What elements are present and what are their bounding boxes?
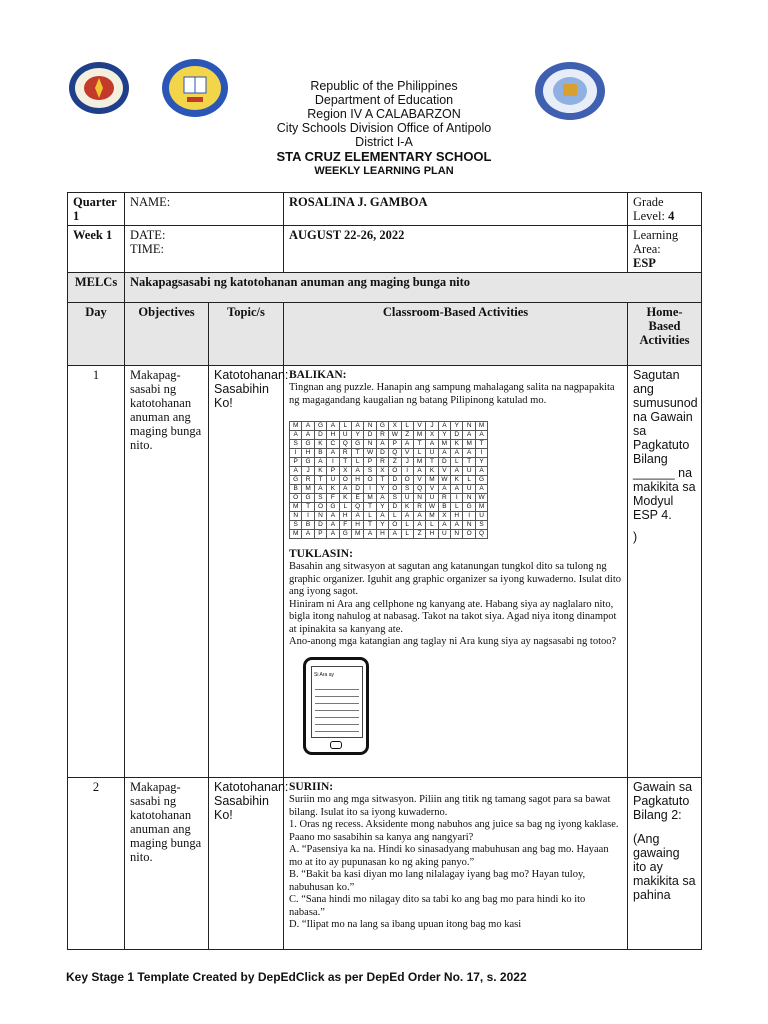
puzzle-cell: A	[314, 485, 326, 494]
puzzle-cell: T	[376, 476, 388, 485]
puzzle-cell: T	[364, 521, 376, 530]
puzzle-cell: R	[376, 431, 388, 440]
date-time-cell	[125, 226, 284, 273]
puzzle-cell: Q	[413, 485, 425, 494]
puzzle-cell: O	[364, 476, 376, 485]
puzzle-cell: A	[413, 521, 425, 530]
week-label: Week 1	[68, 226, 125, 273]
puzzle-cell: H	[351, 521, 363, 530]
puzzle-cell: K	[451, 476, 463, 485]
option-d: D. “Ilipat mo na lang sa ibang upuan itong bag mo kasi	[289, 919, 522, 930]
puzzle-cell: G	[290, 476, 302, 485]
puzzle-cell: D	[314, 521, 326, 530]
puzzle-cell: S	[364, 467, 376, 476]
puzzle-cell: I	[302, 512, 314, 521]
col-home-activities: Home-Based Activities	[628, 303, 702, 366]
puzzle-cell: Y	[376, 485, 388, 494]
suriin-heading: SURIIN:	[289, 781, 334, 793]
puzzle-cell: N	[463, 521, 475, 530]
puzzle-cell: R	[339, 449, 351, 458]
question-1: 1. Oras ng recess. Aksidente mong nabuhos ang juice sa bag ng iyong kaklase. Paano mo sasabihin sa kanya ang nangyari?	[289, 819, 619, 843]
puzzle-cell: A	[376, 440, 388, 449]
grade-value: 4	[668, 209, 675, 223]
puzzle-cell: S	[290, 521, 302, 530]
puzzle-cell: A	[302, 530, 314, 539]
puzzle-cell: O	[389, 485, 401, 494]
puzzle-cell: A	[351, 422, 363, 431]
puzzle-cell: A	[302, 422, 314, 431]
puzzle-cell: R	[413, 503, 425, 512]
puzzle-cell: A	[364, 530, 376, 539]
page-footer: Key Stage 1 Template Created by DepEdClick as per DepEd Order No. 17, s. 2022	[66, 970, 527, 984]
header-division: City Schools Division Office of Antipolo	[276, 121, 492, 135]
puzzle-cell: K	[314, 467, 326, 476]
puzzle-cell: Y	[376, 503, 388, 512]
header-region: Region IV A CALABARZON	[307, 107, 461, 121]
puzzle-cell: A	[290, 431, 302, 440]
home-activities-cell	[628, 366, 702, 778]
document-title: WEEKLY LEARNING PLAN	[314, 165, 454, 177]
puzzle-cell: Q	[339, 440, 351, 449]
topic-text: Katotohanan: Sasabihin Ko!	[209, 778, 284, 950]
home-activities-cell	[628, 778, 702, 950]
puzzle-cell: L	[364, 512, 376, 521]
puzzle-cell: T	[475, 440, 487, 449]
header-department: Department of Education	[314, 93, 454, 107]
melcs-label: MELCs	[68, 273, 125, 303]
puzzle-cell: D	[376, 449, 388, 458]
teacher-name: ROSALINA J. GAMBOA	[284, 193, 628, 226]
option-c: C. “Sana hindi mo nilagay dito sa tabi ko ang bag mo para hindi ko ito nabasa.”	[289, 894, 586, 918]
puzzle-cell: V	[413, 476, 425, 485]
puzzle-cell: I	[401, 467, 413, 476]
header-district: District I-A	[355, 135, 413, 149]
name-label: NAME:	[125, 193, 284, 226]
puzzle-cell: M	[302, 485, 314, 494]
puzzle-cell: U	[475, 512, 487, 521]
puzzle-cell: G	[314, 422, 326, 431]
puzzle-cell: P	[364, 458, 376, 467]
puzzle-cell: V	[401, 449, 413, 458]
puzzle-cell: A	[376, 512, 388, 521]
puzzle-cell: O	[290, 494, 302, 503]
puzzle-cell: X	[426, 431, 438, 440]
puzzle-cell: O	[314, 503, 326, 512]
puzzle-cell: A	[475, 431, 487, 440]
home-activity-text: Gawain sa Pagkatuto Bilang 2:	[633, 780, 693, 822]
puzzle-cell: L	[413, 449, 425, 458]
puzzle-cell: A	[351, 512, 363, 521]
puzzle-cell: G	[475, 476, 487, 485]
puzzle-cell: N	[364, 422, 376, 431]
puzzle-cell: I	[364, 485, 376, 494]
learning-area-cell	[628, 226, 702, 273]
puzzle-cell: Y	[475, 458, 487, 467]
puzzle-cell: T	[314, 476, 326, 485]
puzzle-cell: L	[351, 458, 363, 467]
puzzle-cell: X	[376, 467, 388, 476]
tuklasin-heading: TUKLASIN:	[289, 548, 353, 560]
puzzle-cell: N	[463, 494, 475, 503]
puzzle-cell: L	[389, 512, 401, 521]
puzzle-cell: G	[376, 422, 388, 431]
puzzle-cell: M	[351, 530, 363, 539]
puzzle-row	[290, 485, 488, 494]
puzzle-cell: A	[426, 440, 438, 449]
puzzle-row	[290, 431, 488, 440]
phone-screen	[311, 666, 363, 738]
puzzle-cell: B	[438, 503, 450, 512]
puzzle-cell: K	[401, 503, 413, 512]
puzzle-row	[290, 458, 488, 467]
puzzle-row	[290, 503, 488, 512]
puzzle-cell: F	[327, 494, 339, 503]
day-number: 2	[68, 778, 125, 950]
puzzle-cell: N	[364, 440, 376, 449]
puzzle-cell: G	[302, 494, 314, 503]
puzzle-cell: F	[339, 521, 351, 530]
puzzle-cell: R	[302, 476, 314, 485]
puzzle-cell: V	[438, 467, 450, 476]
home-activity-close: )	[633, 530, 638, 544]
puzzle-cell: H	[351, 476, 363, 485]
col-day: Day	[68, 303, 125, 366]
puzzle-cell: H	[302, 449, 314, 458]
puzzle-cell: A	[376, 494, 388, 503]
puzzle-cell: A	[339, 485, 351, 494]
puzzle-cell: D	[364, 431, 376, 440]
balikan-text: Tingnan ang puzzle. Hanapin ang sampung mahalagang salita na nagpapakita ng magagandang kaugalian ng batang Pilipinong katulad mo.	[289, 382, 615, 406]
puzzle-cell: U	[438, 530, 450, 539]
puzzle-cell: M	[290, 530, 302, 539]
phone-home-button	[330, 741, 342, 749]
puzzle-cell: P	[290, 458, 302, 467]
puzzle-cell: M	[290, 422, 302, 431]
balikan-heading: BALIKAN:	[289, 369, 347, 381]
puzzle-cell: A	[451, 467, 463, 476]
puzzle-cell: M	[475, 422, 487, 431]
puzzle-cell: P	[314, 530, 326, 539]
topic-text: Katotohanan: Sasabihin Ko!	[209, 366, 284, 778]
puzzle-cell: M	[438, 440, 450, 449]
puzzle-cell: K	[314, 440, 326, 449]
puzzle-cell: G	[339, 530, 351, 539]
puzzle-row	[290, 512, 488, 521]
puzzle-cell: N	[290, 512, 302, 521]
puzzle-cell: D	[438, 458, 450, 467]
puzzle-cell: D	[451, 431, 463, 440]
weekly-learning-plan-table	[67, 192, 702, 950]
puzzle-cell: Q	[475, 530, 487, 539]
puzzle-cell: D	[389, 503, 401, 512]
puzzle-cell: K	[339, 494, 351, 503]
puzzle-cell: A	[327, 530, 339, 539]
puzzle-cell: J	[302, 467, 314, 476]
puzzle-cell: A	[314, 458, 326, 467]
puzzle-cell: T	[426, 458, 438, 467]
puzzle-cell: S	[389, 494, 401, 503]
puzzle-cell: A	[327, 422, 339, 431]
puzzle-cell: O	[389, 467, 401, 476]
puzzle-cell: I	[451, 494, 463, 503]
puzzle-cell: L	[451, 503, 463, 512]
puzzle-cell: A	[451, 485, 463, 494]
melcs-row	[68, 273, 702, 303]
day-number: 1	[68, 366, 125, 778]
grade-label: Grade Level:	[633, 195, 665, 223]
puzzle-cell: A	[413, 512, 425, 521]
puzzle-row	[290, 476, 488, 485]
classroom-activities-cell	[284, 366, 628, 778]
puzzle-cell: M	[426, 476, 438, 485]
puzzle-cell: A	[401, 440, 413, 449]
word-search-puzzle	[289, 421, 488, 539]
puzzle-cell: V	[426, 485, 438, 494]
cellphone-graphic-organizer	[303, 657, 369, 755]
option-b: B. “Bakit ba kasi diyan mo lang nilalagay iyang bag mo? Hayan tuloy, nabuhusan ko.”	[289, 869, 586, 893]
puzzle-cell: M	[413, 458, 425, 467]
puzzle-cell: T	[339, 458, 351, 467]
puzzle-row	[290, 422, 488, 431]
option-a: A. “Pasensiya ka na. Hindi ko sinasadyang mabuhusan ang bag mo. Hayaan mo at ito ay pupunasan ko ng aking panyo.”	[289, 844, 609, 868]
time-label: TIME:	[130, 242, 165, 256]
puzzle-cell: Z	[401, 431, 413, 440]
puzzle-row	[290, 467, 488, 476]
puzzle-cell: A	[413, 467, 425, 476]
puzzle-cell: X	[339, 467, 351, 476]
quarter-label: Quarter 1	[68, 193, 125, 226]
col-objectives: Objectives	[125, 303, 209, 366]
puzzle-cell: K	[327, 485, 339, 494]
header-republic: Republic of the Philippines	[310, 79, 458, 93]
puzzle-cell: Y	[438, 431, 450, 440]
puzzle-cell: P	[389, 440, 401, 449]
objective-text: Makapag-sasabi ng katotohanan anuman ang maging bunga nito.	[125, 366, 209, 778]
puzzle-cell: A	[438, 449, 450, 458]
puzzle-cell: H	[339, 512, 351, 521]
puzzle-cell: L	[339, 422, 351, 431]
home-activity-text: Sagutan ang sumusunod na Gawain sa Pagkatuto Bilang ______ na makikita sa Modyul ESP 4.	[633, 368, 698, 522]
puzzle-cell: O	[463, 530, 475, 539]
puzzle-cell: Z	[389, 458, 401, 467]
puzzle-cell: A	[327, 512, 339, 521]
column-header-row	[68, 303, 702, 366]
puzzle-row	[290, 530, 488, 539]
puzzle-cell: T	[413, 440, 425, 449]
learning-area-label: Learning Area:	[633, 228, 679, 256]
phone-screen-label: Si Ara ay	[314, 671, 335, 678]
puzzle-cell: H	[426, 530, 438, 539]
puzzle-cell: L	[401, 521, 413, 530]
puzzle-cell: H	[376, 530, 388, 539]
puzzle-cell: J	[401, 458, 413, 467]
puzzle-cell: A	[302, 431, 314, 440]
date-value: AUGUST 22-26, 2022	[284, 226, 628, 273]
puzzle-cell: M	[413, 431, 425, 440]
puzzle-row	[290, 521, 488, 530]
puzzle-cell: E	[351, 494, 363, 503]
objective-text: Makapag-sasabi ng katotohanan anuman ang maging bunga nito.	[125, 778, 209, 950]
puzzle-cell: U	[426, 449, 438, 458]
puzzle-cell: Y	[451, 422, 463, 431]
puzzle-cell: A	[438, 422, 450, 431]
puzzle-cell: O	[339, 476, 351, 485]
puzzle-cell: A	[351, 467, 363, 476]
puzzle-cell: T	[302, 503, 314, 512]
puzzle-cell: D	[351, 485, 363, 494]
puzzle-cell: Q	[351, 503, 363, 512]
puzzle-cell: S	[401, 485, 413, 494]
puzzle-cell: M	[426, 512, 438, 521]
learning-area-value: ESP	[633, 256, 656, 270]
puzzle-cell: U	[327, 476, 339, 485]
puzzle-cell: A	[401, 512, 413, 521]
puzzle-cell: W	[364, 449, 376, 458]
puzzle-cell: A	[290, 467, 302, 476]
puzzle-cell: L	[463, 476, 475, 485]
puzzle-cell: T	[463, 458, 475, 467]
puzzle-cell: B	[314, 449, 326, 458]
puzzle-cell: I	[290, 449, 302, 458]
puzzle-cell: A	[475, 467, 487, 476]
puzzle-cell: R	[438, 494, 450, 503]
puzzle-cell: L	[426, 521, 438, 530]
puzzle-cell: I	[327, 458, 339, 467]
col-classroom-activities: Classroom-Based Activities	[284, 303, 628, 366]
puzzle-cell: R	[376, 458, 388, 467]
puzzle-cell: I	[463, 512, 475, 521]
melcs-value: Nakapagsasabi ng katotohanan anuman ang maging bunga nito	[125, 273, 702, 303]
day-row-1	[68, 366, 702, 778]
puzzle-cell: T	[351, 449, 363, 458]
puzzle-cell: U	[401, 494, 413, 503]
puzzle-cell: T	[364, 503, 376, 512]
day-row-2	[68, 778, 702, 950]
grade-level-cell	[628, 193, 702, 226]
info-row-date	[68, 226, 702, 273]
puzzle-cell: Z	[413, 530, 425, 539]
puzzle-cell: S	[290, 440, 302, 449]
info-row-name	[68, 193, 702, 226]
puzzle-cell: S	[314, 494, 326, 503]
puzzle-cell: P	[327, 467, 339, 476]
puzzle-row	[290, 449, 488, 458]
tuklasin-story: Hiniram ni Ara ang cellphone ng kanyang ate. Habang siya ay naglalaro nito, bigla itong nahulog at nabasag. Takot na takot siya. Agad niya itong dinampot at ipinakita sa kanyang ate.	[289, 598, 617, 635]
puzzle-cell: X	[438, 512, 450, 521]
puzzle-cell: B	[302, 521, 314, 530]
puzzle-cell: L	[401, 422, 413, 431]
puzzle-cell: U	[463, 485, 475, 494]
puzzle-cell: S	[475, 521, 487, 530]
puzzle-cell: W	[438, 476, 450, 485]
puzzle-cell: K	[426, 467, 438, 476]
puzzle-cell: W	[389, 431, 401, 440]
puzzle-cell: A	[327, 521, 339, 530]
puzzle-cell: L	[451, 458, 463, 467]
puzzle-cell: M	[475, 503, 487, 512]
puzzle-cell: D	[389, 476, 401, 485]
puzzle-cell: X	[389, 422, 401, 431]
puzzle-cell: L	[401, 530, 413, 539]
puzzle-cell: O	[389, 521, 401, 530]
puzzle-cell: G	[302, 458, 314, 467]
puzzle-cell: Q	[389, 449, 401, 458]
puzzle-cell: C	[327, 440, 339, 449]
puzzle-cell: D	[314, 431, 326, 440]
tuklasin-instructions: Basahin ang sitwasyon at sagutan ang katanungan tungkol dito sa tulong ng graphic organizer. Iguhit ang graphic organizer sa iyong kuwaderno. Isulat dito ang iyong sagot.	[289, 561, 622, 597]
col-topics: Topic/s	[209, 303, 284, 366]
puzzle-cell: A	[389, 530, 401, 539]
puzzle-cell: K	[451, 440, 463, 449]
puzzle-cell: H	[327, 431, 339, 440]
school-name: STA CRUZ ELEMENTARY SCHOOL	[276, 149, 492, 164]
puzzle-cell: L	[339, 503, 351, 512]
puzzle-cell: A	[327, 449, 339, 458]
puzzle-cell: G	[351, 440, 363, 449]
puzzle-cell: W	[475, 494, 487, 503]
puzzle-cell: Y	[351, 431, 363, 440]
classroom-activities-cell	[284, 778, 628, 950]
tuklasin-question: Ano-anong mga katangian ang taglay ni Ara kung siya ay nagsasabi ng totoo?	[289, 636, 617, 647]
puzzle-cell: V	[413, 422, 425, 431]
puzzle-cell: A	[438, 521, 450, 530]
puzzle-cell: N	[451, 530, 463, 539]
home-activity-note: (Ang gawaing ito ay makikita sa pahina	[633, 832, 696, 902]
puzzle-cell: B	[290, 485, 302, 494]
puzzle-cell: A	[463, 449, 475, 458]
puzzle-cell: A	[451, 449, 463, 458]
puzzle-cell: A	[451, 521, 463, 530]
puzzle-cell: U	[339, 431, 351, 440]
date-label: DATE:	[130, 228, 166, 242]
puzzle-cell: N	[463, 422, 475, 431]
puzzle-cell: U	[426, 494, 438, 503]
puzzle-cell: A	[475, 485, 487, 494]
puzzle-cell: U	[463, 467, 475, 476]
puzzle-cell: G	[463, 503, 475, 512]
puzzle-cell: M	[290, 503, 302, 512]
puzzle-cell: N	[314, 512, 326, 521]
puzzle-row	[290, 494, 488, 503]
suriin-instructions: Suriin mo ang mga sitwasyon. Piliin ang titik ng tamang sagot para sa bawat bilang. Isulat ito sa iyong kuwaderno.	[289, 794, 611, 818]
puzzle-cell: J	[426, 422, 438, 431]
puzzle-cell: M	[463, 440, 475, 449]
puzzle-cell: Y	[376, 521, 388, 530]
puzzle-cell: I	[475, 449, 487, 458]
puzzle-cell: A	[438, 485, 450, 494]
puzzle-cell: H	[451, 512, 463, 521]
puzzle-cell: G	[302, 440, 314, 449]
puzzle-cell: W	[426, 503, 438, 512]
puzzle-cell: N	[413, 494, 425, 503]
puzzle-cell: O	[401, 476, 413, 485]
puzzle-cell: M	[364, 494, 376, 503]
puzzle-cell: A	[463, 431, 475, 440]
puzzle-row	[290, 440, 488, 449]
puzzle-cell: G	[327, 503, 339, 512]
